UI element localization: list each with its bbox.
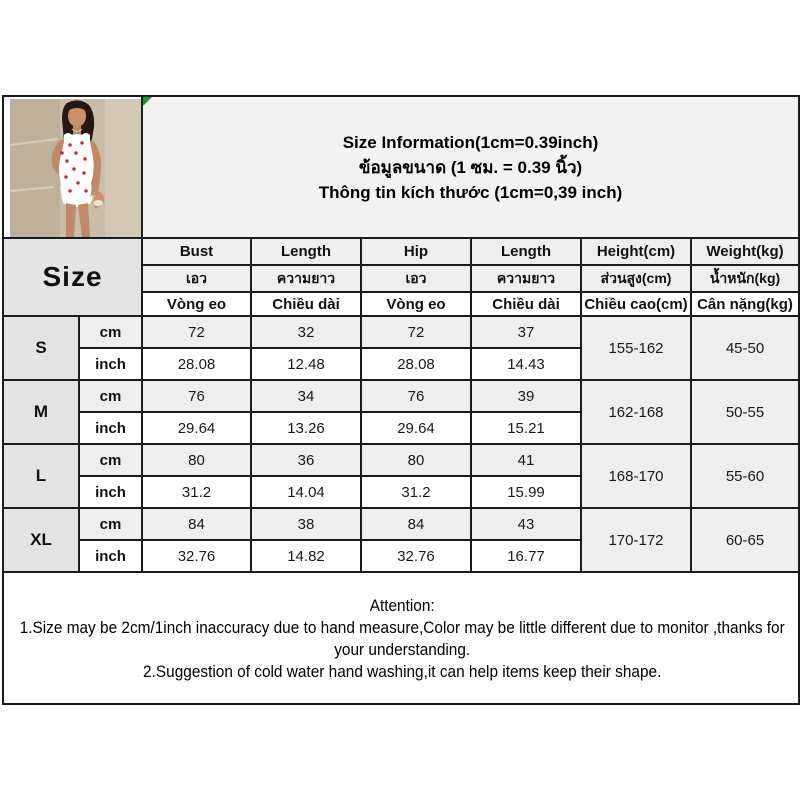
value-m-length2-inch: 15.21 <box>471 412 581 444</box>
value-xl-bust-cm: 84 <box>142 508 251 540</box>
value-m-bust-inch: 29.64 <box>142 412 251 444</box>
col-header-height-th: ส่วนสูง(cm) <box>581 265 691 292</box>
size-corner-label: Size <box>3 238 142 316</box>
col-header-weight-vi: Cân nặng(kg) <box>691 292 799 316</box>
value-xl-length1-inch: 14.82 <box>251 540 361 572</box>
value-xl-height: 170-172 <box>581 508 691 572</box>
value-s-length1-cm: 32 <box>251 316 361 348</box>
unit-label-inch: inch <box>79 348 142 380</box>
value-m-length2-cm: 39 <box>471 380 581 412</box>
value-m-length1-cm: 34 <box>251 380 361 412</box>
value-m-hip-cm: 76 <box>361 380 471 412</box>
value-s-hip-cm: 72 <box>361 316 471 348</box>
value-l-length2-cm: 41 <box>471 444 581 476</box>
col-header-length2-en: Length <box>471 238 581 265</box>
value-xl-hip-inch: 32.76 <box>361 540 471 572</box>
col-header-height-en: Height(cm) <box>581 238 691 265</box>
value-s-bust-cm: 72 <box>142 316 251 348</box>
attention-heading: Attention: <box>369 596 435 615</box>
value-xl-length2-cm: 43 <box>471 508 581 540</box>
col-header-hip-en: Hip <box>361 238 471 265</box>
value-l-bust-inch: 31.2 <box>142 476 251 508</box>
value-xl-length1-cm: 38 <box>251 508 361 540</box>
col-header-hip-th: เอว <box>361 265 471 292</box>
col-header-bust-en: Bust <box>142 238 251 265</box>
unit-label-inch: inch <box>79 476 142 508</box>
value-m-height: 162-168 <box>581 380 691 444</box>
value-l-length1-inch: 14.04 <box>251 476 361 508</box>
value-l-weight: 55-60 <box>691 444 799 508</box>
value-m-hip-inch: 29.64 <box>361 412 471 444</box>
value-l-hip-cm: 80 <box>361 444 471 476</box>
col-header-length2-vi: Chiều dài <box>471 292 581 316</box>
value-xl-bust-inch: 32.76 <box>142 540 251 572</box>
value-s-weight: 45-50 <box>691 316 799 380</box>
value-l-length2-inch: 15.99 <box>471 476 581 508</box>
value-s-bust-inch: 28.08 <box>142 348 251 380</box>
value-s-length2-cm: 37 <box>471 316 581 348</box>
value-m-length1-inch: 13.26 <box>251 412 361 444</box>
value-m-weight: 50-55 <box>691 380 799 444</box>
size-chart-table <box>2 95 800 705</box>
value-s-height: 155-162 <box>581 316 691 380</box>
value-s-length2-inch: 14.43 <box>471 348 581 380</box>
value-l-length1-cm: 36 <box>251 444 361 476</box>
col-header-length1-th: ความยาว <box>251 265 361 292</box>
col-header-height-vi: Chiều cao(cm) <box>581 292 691 316</box>
title-en: Size Information(1cm=0.39inch) <box>342 132 599 152</box>
unit-label-inch: inch <box>79 412 142 444</box>
col-header-length2-th: ความยาว <box>471 265 581 292</box>
value-xl-hip-cm: 84 <box>361 508 471 540</box>
col-header-weight-th: น้ำหนัก(kg) <box>691 265 799 292</box>
title-cell <box>142 96 799 238</box>
value-s-length1-inch: 12.48 <box>251 348 361 380</box>
value-xl-length2-inch: 16.77 <box>471 540 581 572</box>
size-label-m: M <box>3 380 79 444</box>
attention-text <box>4 593 797 683</box>
unit-label-cm: cm <box>79 508 142 540</box>
unit-label-cm: cm <box>79 316 142 348</box>
value-l-height: 168-170 <box>581 444 691 508</box>
attention-cell <box>3 572 799 704</box>
size-label-xl: XL <box>3 508 79 572</box>
product-photo <box>10 99 142 237</box>
attention-note-1: 1.Size may be 2cm/1inch inaccuracy due to hand measure,Color may be little different due to monitor ,thanks for your understanding. <box>19 618 785 659</box>
product-photo-cell <box>3 96 142 238</box>
unit-label-inch: inch <box>79 540 142 572</box>
unit-label-cm: cm <box>79 380 142 412</box>
size-label-l: L <box>3 444 79 508</box>
value-l-hip-inch: 31.2 <box>361 476 471 508</box>
value-xl-weight: 60-65 <box>691 508 799 572</box>
col-header-length1-en: Length <box>251 238 361 265</box>
value-l-bust-cm: 80 <box>142 444 251 476</box>
col-header-bust-vi: Vòng eo <box>142 292 251 316</box>
col-header-hip-vi: Vòng eo <box>361 292 471 316</box>
unit-label-cm: cm <box>79 444 142 476</box>
attention-note-2: 2.Suggestion of cold water hand washing,it can help items keep their shape. <box>143 662 662 681</box>
value-m-bust-cm: 76 <box>142 380 251 412</box>
col-header-bust-th: เอว <box>142 265 251 292</box>
value-s-hip-inch: 28.08 <box>361 348 471 380</box>
title-th: ข้อมูลขนาด (1 ซม. = 0.39 นิ้ว) <box>358 157 583 177</box>
title-vi: Thông tin kích thước (1cm=0,39 inch) <box>318 182 623 202</box>
size-label-s: S <box>3 316 79 380</box>
excel-error-marker-icon <box>143 97 152 106</box>
col-header-weight-en: Weight(kg) <box>691 238 799 265</box>
col-header-length1-vi: Chiều dài <box>251 292 361 316</box>
